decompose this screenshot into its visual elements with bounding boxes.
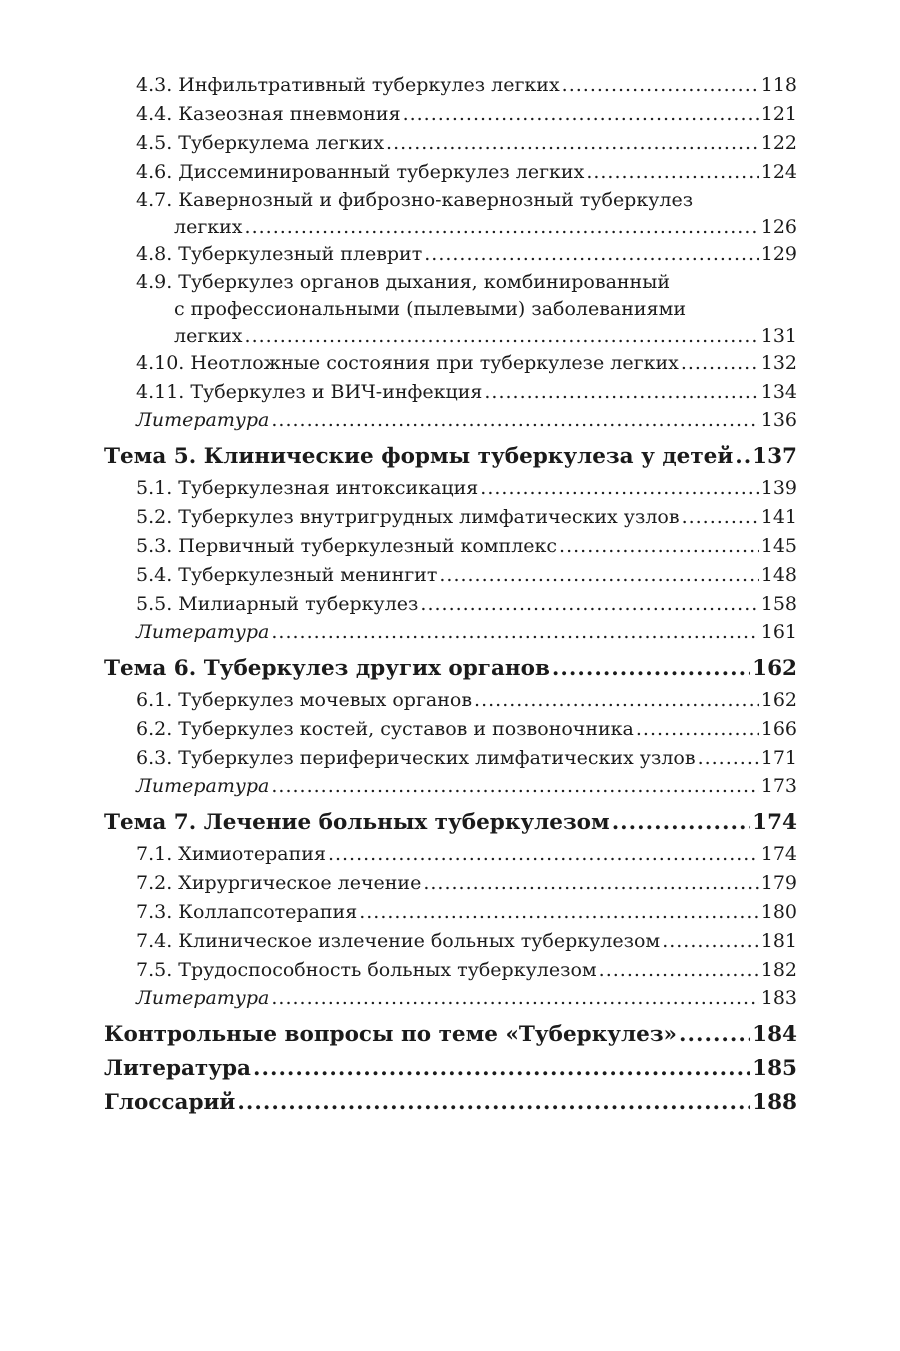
dot-leader — [484, 378, 758, 407]
entry-title: 5.1. Туберкулезная интоксикация — [136, 477, 479, 499]
toc-literature-entry[interactable] — [104, 407, 797, 433]
dot-leader — [386, 129, 759, 158]
page-number: 181 — [760, 930, 797, 952]
dot-leader — [253, 1052, 750, 1086]
toc-subsection-entry[interactable] — [104, 869, 797, 898]
entry-title: Контрольные вопросы по теме «Туберкулез» — [104, 1022, 677, 1047]
toc-literature-entry[interactable] — [104, 985, 797, 1011]
page-number: 162 — [760, 689, 797, 711]
entry-title: 4.8. Туберкулезный плеврит — [136, 243, 423, 265]
entry-title: Литература — [136, 409, 270, 431]
toc-subsection-entry[interactable] — [104, 898, 797, 927]
toc-subsection-entry[interactable] — [104, 129, 797, 158]
entry-title: Тема 7. Лечение больных туберкулезом — [104, 810, 610, 835]
entry-title: Литература — [136, 621, 270, 643]
toc-literature-entry[interactable] — [104, 773, 797, 799]
dot-leader — [586, 158, 758, 187]
toc-subsection-entry[interactable] — [104, 561, 797, 590]
entry-title: 6.3. Туберкулез периферических лимфатических узлов — [136, 747, 696, 769]
toc-subsection-entry[interactable] — [104, 474, 797, 503]
page-number: 134 — [760, 381, 797, 403]
toc-subsection-entry[interactable] — [104, 349, 797, 378]
dot-leader — [480, 474, 758, 503]
dot-leader — [552, 652, 750, 686]
entry-title: 7.3. Коллапсотерапия — [136, 901, 358, 923]
entry-title: 7.1. Химиотерапия — [136, 843, 326, 865]
page-number: 129 — [760, 243, 797, 265]
entry-title: Литература — [136, 987, 270, 1009]
page-number: 179 — [760, 872, 797, 894]
page-number: 124 — [760, 161, 797, 183]
page-number: 122 — [760, 132, 797, 154]
toc-subsection-entry[interactable] — [104, 323, 797, 349]
toc-subsection-entry[interactable] — [104, 686, 797, 715]
toc-subsection-entry[interactable] — [104, 240, 797, 269]
dot-leader — [424, 240, 759, 269]
toc-entry-line: 4.9. Туберкулез органов дыхания, комбинированный — [136, 271, 671, 293]
page-number: 126 — [760, 216, 797, 238]
toc-subsection-entry[interactable] — [104, 158, 797, 187]
dot-leader — [662, 927, 759, 956]
page-number: 161 — [760, 621, 797, 643]
page-number: 137 — [752, 444, 797, 469]
toc-section-entry[interactable] — [104, 806, 797, 840]
entry-title: Литература — [104, 1056, 251, 1081]
entry-title: 5.4. Туберкулезный менингит — [136, 564, 438, 586]
page-number: 148 — [760, 564, 797, 586]
dot-leader — [681, 349, 759, 378]
page-number: 162 — [752, 656, 797, 681]
dot-leader — [328, 840, 759, 869]
page-number: 174 — [760, 843, 797, 865]
dot-leader — [679, 1018, 750, 1052]
page-number: 180 — [760, 901, 797, 923]
toc-subsection-entry[interactable] — [104, 71, 797, 100]
page-number: 182 — [760, 959, 797, 981]
page-number: 184 — [752, 1022, 797, 1047]
entry-title: Тема 6. Туберкулез других органов — [104, 656, 550, 681]
table-of-contents — [104, 71, 797, 1120]
dot-leader — [698, 744, 759, 773]
page-number: 171 — [760, 747, 797, 769]
dot-leader — [271, 773, 758, 799]
page-number: 121 — [760, 103, 797, 125]
toc-section-entry[interactable] — [104, 440, 797, 474]
toc-subsection-entry[interactable] — [104, 100, 797, 129]
entry-title: легких — [174, 325, 243, 347]
page-number: 158 — [760, 593, 797, 615]
page-number: 136 — [760, 409, 797, 431]
dot-leader — [599, 956, 759, 985]
toc-section-entry[interactable] — [104, 1052, 797, 1086]
entry-title: 6.2. Туберкулез костей, суставов и позвоночника — [136, 718, 634, 740]
page-number: 132 — [760, 352, 797, 374]
dot-leader — [420, 590, 758, 619]
toc-subsection-entry[interactable] — [104, 715, 797, 744]
entry-title: 4.11. Туберкулез и ВИЧ-инфекция — [136, 381, 483, 403]
toc-subsection-entry[interactable] — [104, 744, 797, 773]
page-number: 139 — [760, 477, 797, 499]
dot-leader — [271, 619, 758, 645]
toc-literature-entry[interactable] — [104, 619, 797, 645]
entry-title: 7.5. Трудоспособность больных туберкулезом — [136, 959, 597, 981]
entry-title: 4.4. Казеозная пневмония — [136, 103, 401, 125]
page-number: 118 — [760, 74, 797, 96]
page-number: 185 — [752, 1056, 797, 1081]
entry-title: 4.6. Диссеминированный туберкулез легких — [136, 161, 585, 183]
page-number: 141 — [760, 506, 797, 528]
entry-title: 7.4. Клиническое излечение больных туберкулезом — [136, 930, 661, 952]
page-number: 188 — [752, 1090, 797, 1115]
entry-title: 4.5. Туберкулема легких — [136, 132, 385, 154]
entry-title: Литература — [136, 775, 270, 797]
entry-title: 4.10. Неотложные состояния при туберкулезе легких — [136, 352, 679, 374]
dot-leader — [439, 561, 758, 590]
toc-entry-line: 4.7. Кавернозный и фиброзно-кавернозный туберкулез — [136, 189, 694, 211]
toc-subsection-entry[interactable] — [104, 532, 797, 561]
dot-leader — [359, 898, 759, 927]
toc-entry-line: с профессиональными (пылевыми) заболеваниями — [174, 298, 687, 320]
page-number: 173 — [760, 775, 797, 797]
entry-title: Глоссарий — [104, 1090, 236, 1115]
dot-leader — [403, 100, 759, 129]
page-number: 145 — [760, 535, 797, 557]
entry-title: 5.5. Милиарный туберкулез — [136, 593, 419, 615]
toc-section-entry[interactable] — [104, 1018, 797, 1052]
dot-leader — [271, 407, 758, 433]
toc-subsection-entry[interactable] — [104, 214, 797, 240]
page-number: 166 — [760, 718, 797, 740]
dot-leader — [245, 214, 759, 240]
toc-subsection-entry[interactable] — [104, 840, 797, 869]
page-number: 174 — [752, 810, 797, 835]
entry-title: 4.3. Инфильтративный туберкулез легких — [136, 74, 560, 96]
dot-leader — [237, 1086, 750, 1120]
dot-leader — [474, 686, 759, 715]
page-number: 131 — [760, 325, 797, 347]
dot-leader — [562, 71, 759, 100]
toc-subsection-entry[interactable] — [104, 378, 797, 407]
dot-leader — [682, 503, 759, 532]
page-number: 183 — [760, 987, 797, 1009]
dot-leader — [735, 440, 750, 474]
toc-subsection-entry[interactable] — [104, 503, 797, 532]
dot-leader — [245, 323, 759, 349]
entry-title: 5.2. Туберкулез внутригрудных лимфатических узлов — [136, 506, 680, 528]
toc-subsection-entry[interactable] — [104, 590, 797, 619]
entry-title: 5.3. Первичный туберкулезный комплекс — [136, 535, 558, 557]
dot-leader — [271, 985, 758, 1011]
dot-leader — [559, 532, 759, 561]
toc-section-entry[interactable] — [104, 652, 797, 686]
entry-title: Тема 5. Клинические формы туберкулеза у детей — [104, 444, 734, 469]
dot-leader — [636, 715, 759, 744]
entry-title: 6.1. Туберкулез мочевых органов — [136, 689, 473, 711]
entry-title: 7.2. Хирургическое лечение — [136, 872, 422, 894]
entry-title: легких — [174, 216, 243, 238]
toc-subsection-entry[interactable] — [104, 927, 797, 956]
toc-section-entry[interactable] — [104, 1086, 797, 1120]
dot-leader — [423, 869, 758, 898]
toc-subsection-entry[interactable] — [104, 956, 797, 985]
dot-leader — [612, 806, 750, 840]
